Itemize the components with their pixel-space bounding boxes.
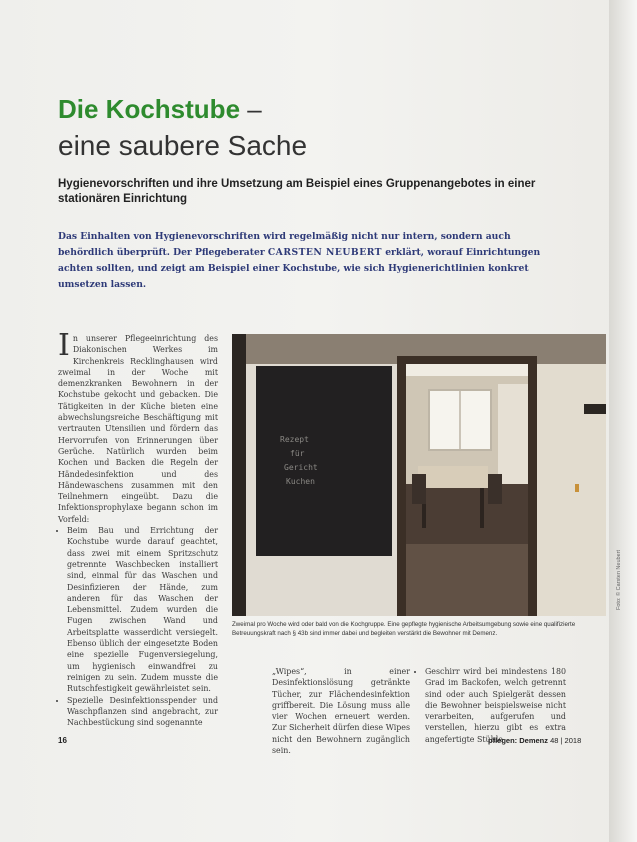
- page-edge-shadow: [609, 0, 637, 842]
- body-column-2: „Wipes“, in einer Desinfektionslösung getränkte Tücher, zur Flächendesinfektion griffbereit. Die Lösung muss alle vier Wochen erneuert werden. Zur Sicherheit dürfen diese Wipes nicht den Bewohnern zugänglich sein.: [272, 667, 410, 756]
- article-title: [58, 94, 262, 125]
- article-lead: [58, 229, 558, 293]
- photo-credit: Foto: © Carsten Neubert: [616, 550, 622, 610]
- column1-bullet-list: [58, 525, 218, 728]
- chalk-text: Rezept: [280, 435, 309, 444]
- body-column-1: [58, 328, 218, 728]
- article-title-line2: eine saubere Sache: [58, 130, 308, 161]
- column1-intro: n unserer Pflegeeinrichtung des Diakonischen Werkes im Kirchenkreis Recklinghausen wird zweimal in der Woche mit demenzkranken Bewohnern in der Kochstube gekocht und gebacken. Die Tätigkeiten in der Küche bieten eine abwechslungsreiche Beschäftigung mit vertrauten Utensilien und fördern das Hervorrufen von Erinnerungen über Gerüche. Natürlich wurden beim Kochen und Backen die Regeln der Händedesinfektion und des Händewaschens zusammen mit den Teilnehmern eingeübt. Dazu die Infektionsprophylaxe begann schon im Vorfeld:: [58, 334, 218, 524]
- chalk-text: für: [290, 449, 305, 458]
- column3-bullet-list: [416, 666, 566, 745]
- lead-part1: Das Einhalten von Hygienevorschriften wird regelmäßig nicht nur intern, sondern auch behördlich überprüft. Der Pflegeberater: [58, 231, 511, 258]
- magazine-issue: 48 | 2018: [548, 736, 582, 745]
- photo-caption: Zweimal pro Woche wird oder bald von die Kochgruppe. Eine gepflegte hygienische Arbeitsumgebung sowie eine qualifizierte Betreuungskraft nach § 43b sind immer dabei und begleiten verstärkt die Bewohner mit Demenz.: [232, 621, 576, 637]
- magazine-footer: [488, 736, 581, 745]
- chalkboard: [256, 366, 392, 556]
- title-part1: Die Kochstube: [58, 94, 241, 124]
- article-subtitle: Hygienevorschriften und ihre Umsetzung am Beispiel eines Gruppenangebotes in einer stationären Einrichtung: [58, 178, 536, 205]
- kitchen-photo: [232, 334, 606, 616]
- kitchen-photo-illustration: [232, 334, 606, 616]
- lead-author: CARSTEN NEUBERT: [267, 247, 383, 258]
- body-column-3: [416, 666, 566, 745]
- title-dash: –: [240, 94, 262, 124]
- magazine-name: pflegen: Demenz: [488, 736, 549, 745]
- lead-part2: erklärt, worauf Einrichtungen achten sollten, und zeigt am Beispiel einer Kochstube, wie sich Hygienerichtlinien konkret umsetzen lassen.: [58, 247, 541, 290]
- page-number: 16: [58, 736, 67, 745]
- chalk-text: Gericht: [284, 463, 318, 472]
- list-item: • Geschirr wird bei mindestens 180 Grad im Backofen, welch getrennt sind oder auch Spielgerät dessen die Bewohner beispielsweise nicht verarbeiten, aufgerufen und verstellen, hierzu gibt es extra angefertigte Stühle: [425, 666, 566, 745]
- list-item: • Beim Bau und Errichtung der Kochstube wurde darauf geachtet, dass zwei mit einem Spritzschutz getrennte Waschbecken installiert sind, einmal für das Waschen und Desinfizieren der Hände, zum anderen für das Waschen der Lebensmittel. Zudem wurden die Fugen zwischen Wand und Arbeitsplatte wasserdicht versiegelt. Ebenso üblich der eingesetzte Boden eine spezielle Fugenversiegelung, um hygienisch einwandfrei zu reinigen zu sein. Zudem musste die Rutschfestigkeit gewährleistet sein.: [67, 525, 218, 694]
- list-item: • Spezielle Desinfektionsspender und Waschpflanzen sind angebracht, zur Nachbestückung sind sogenannte: [67, 695, 218, 729]
- chalk-text: Kuchen: [286, 477, 315, 486]
- drop-cap: I: [58, 328, 70, 363]
